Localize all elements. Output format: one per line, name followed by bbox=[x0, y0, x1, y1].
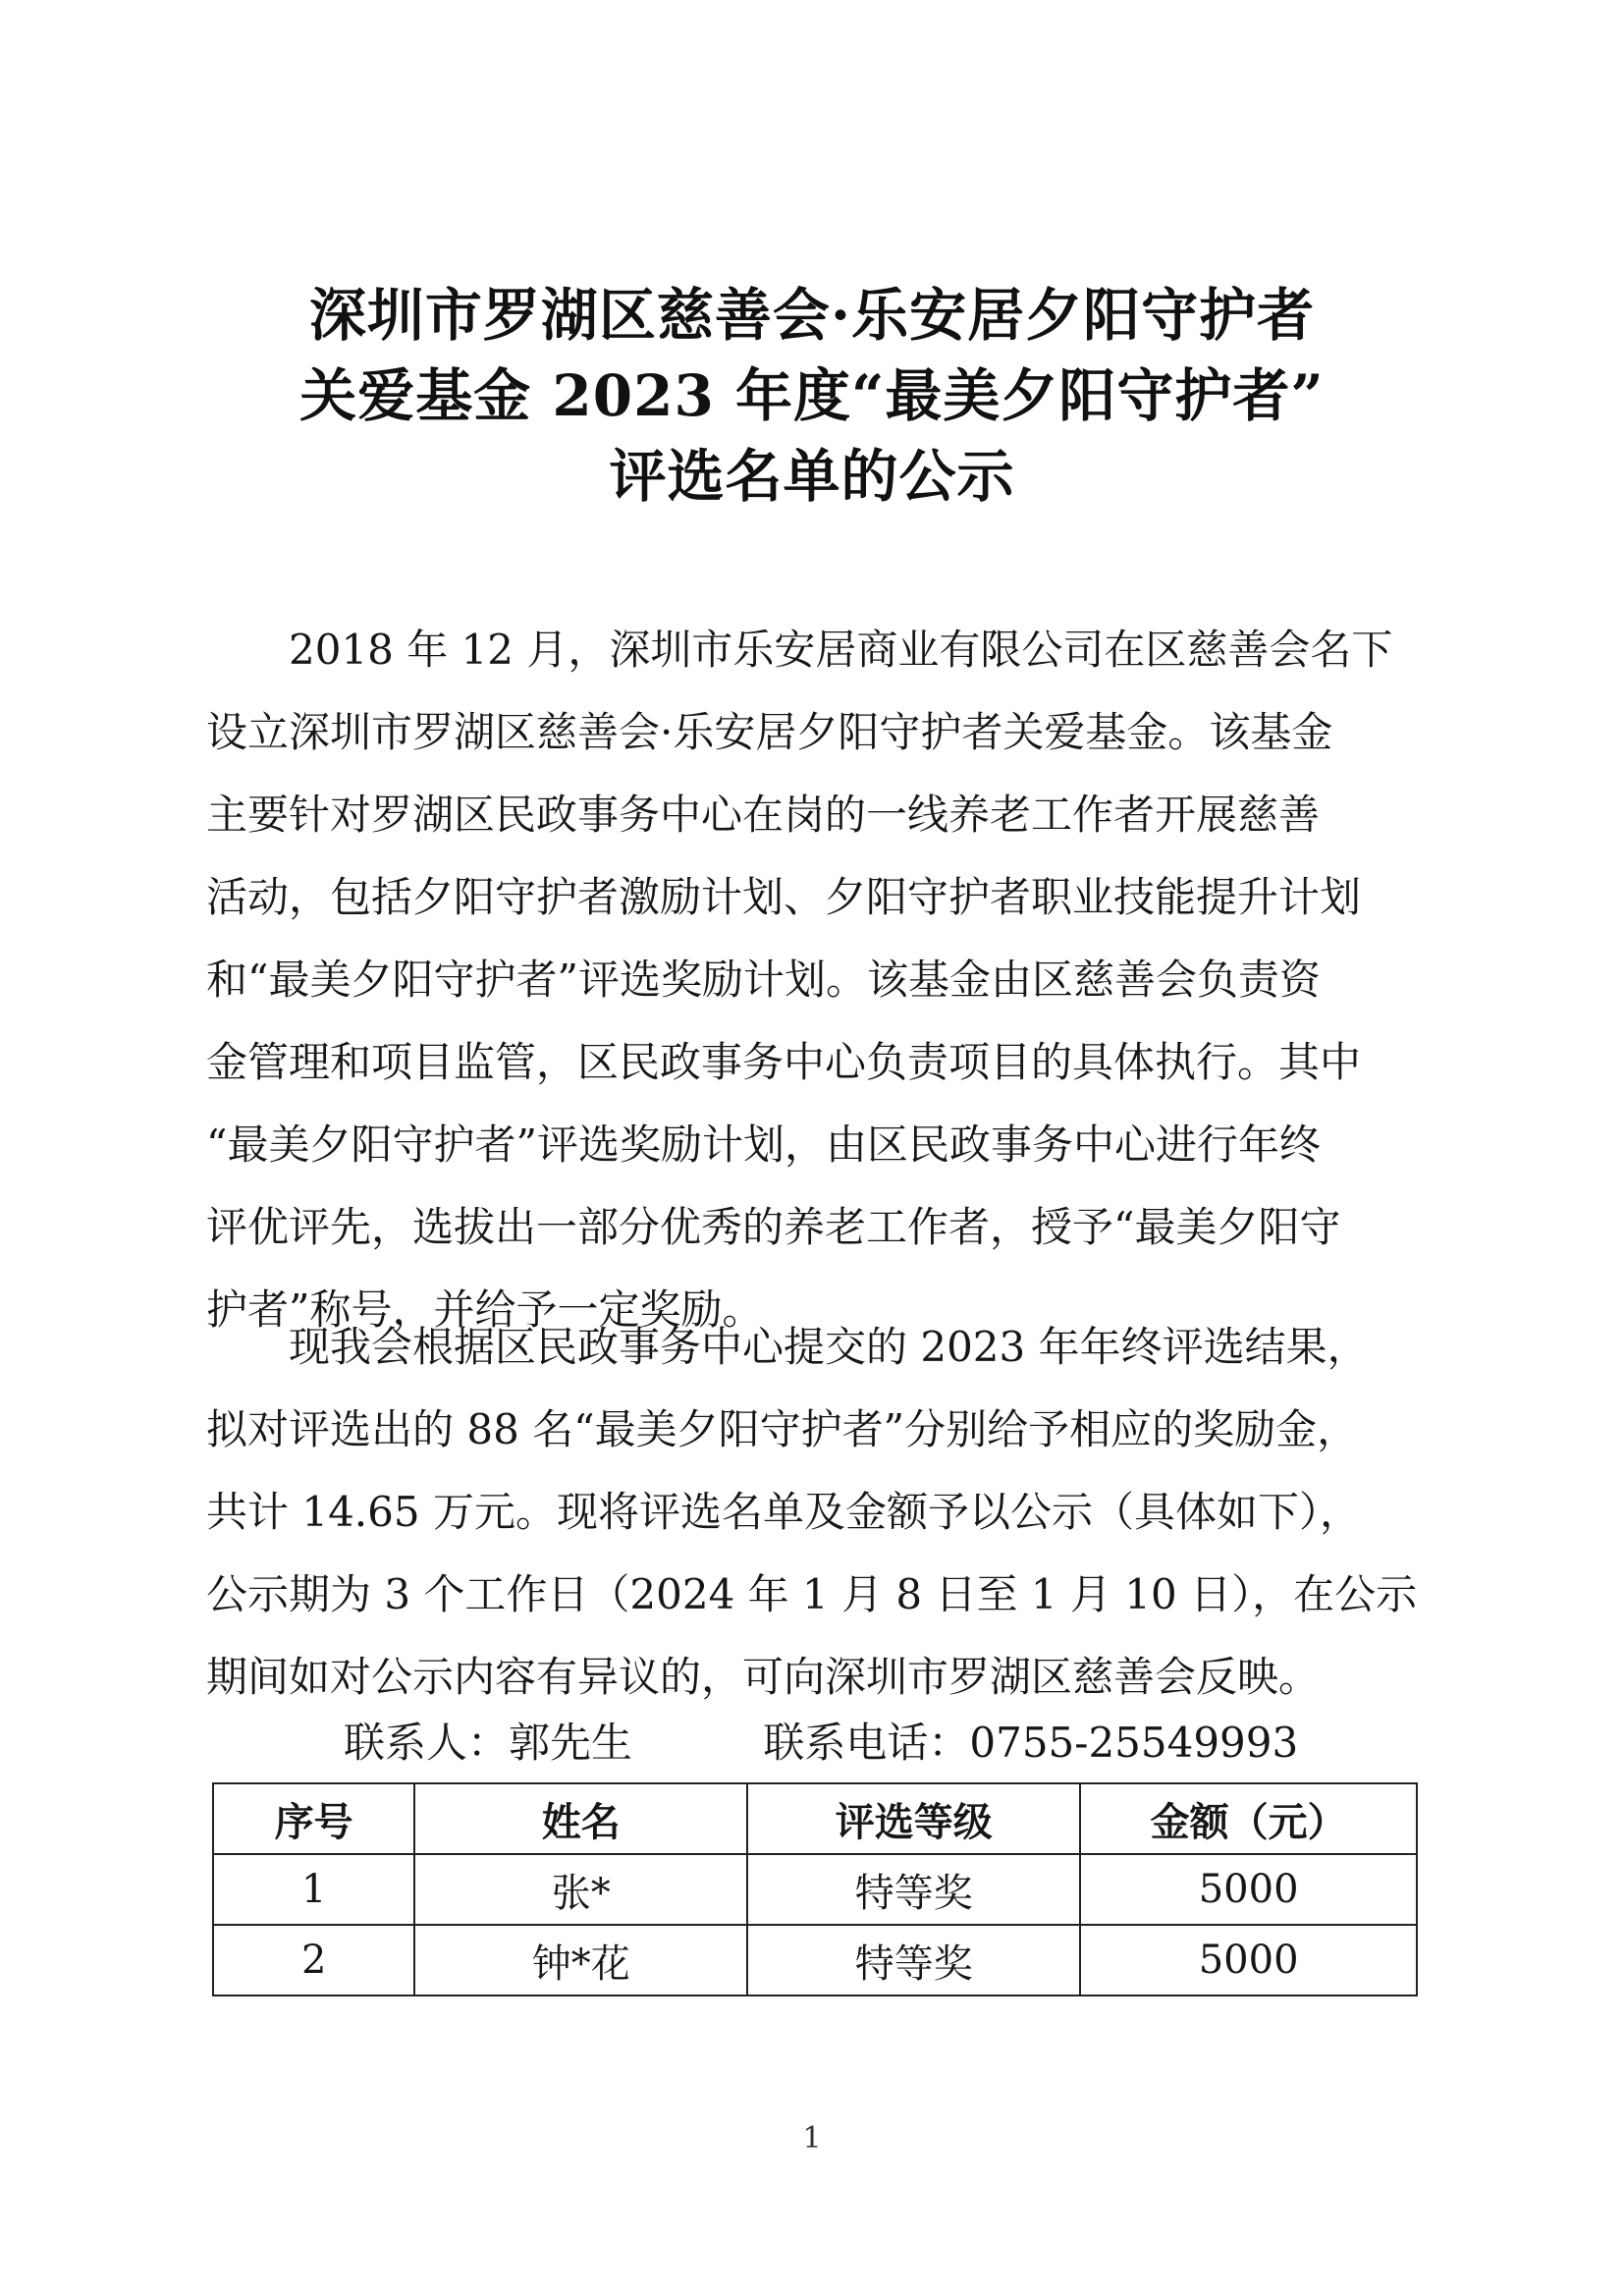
paragraph-line: 现我会根据区民政事务中心提交的 2023 年年终评选结果， bbox=[289, 1323, 1369, 1371]
paragraph-line: 主要针对罗湖区民政事务中心在岗的一线养老工作者开展慈善 bbox=[206, 791, 1321, 839]
cell-amount: 5000 bbox=[1080, 1854, 1417, 1925]
award-table bbox=[212, 1782, 1418, 1996]
paragraph-line: 共计 14.65 万元。现将评选名单及金额予以公示（具体如下）， bbox=[206, 1488, 1361, 1536]
contact-person: 联系人：郭先生 bbox=[344, 1719, 633, 1767]
paragraph-line: 期间如对公示内容有异议的，可向深圳市罗湖区慈善会反映。 bbox=[206, 1653, 1321, 1701]
header-name: 姓名 bbox=[414, 1783, 747, 1854]
title-line-3: 评选名单的公示 bbox=[609, 443, 1015, 510]
table-row bbox=[213, 1925, 1417, 1995]
cell-level: 特等奖 bbox=[747, 1925, 1080, 1995]
paragraph-line: 护者”称号，并给予一定奖励。 bbox=[206, 1285, 764, 1334]
paragraph-line: “最美夕阳守护者”评选奖励计划，由区民政事务中心进行年终 bbox=[206, 1121, 1321, 1169]
cell-index: 2 bbox=[213, 1925, 414, 1995]
paragraph-announcement bbox=[206, 1306, 1424, 1719]
cell-level: 特等奖 bbox=[747, 1854, 1080, 1925]
table-header-row bbox=[213, 1783, 1417, 1854]
paragraph-line: 和“最美夕阳守护者”评选奖励计划。该基金由区慈善会负责资 bbox=[206, 956, 1321, 1004]
paragraph-line: 公示期为 3 个工作日（2024 年 1 月 8 日至 1 月 10 日），在公示 bbox=[206, 1570, 1418, 1618]
header-level: 评选等级 bbox=[747, 1783, 1080, 1854]
paragraph-line: 2018 年 12 月，深圳市乐安居商业有限公司在区慈善会名下 bbox=[289, 626, 1393, 674]
paragraph-line: 拟对评选出的 88 名“最美夕阳守护者”分别给予相应的奖励金， bbox=[206, 1405, 1359, 1453]
contact-phone: 联系电话：0755-25549993 bbox=[763, 1719, 1299, 1767]
header-index: 序号 bbox=[213, 1783, 414, 1854]
cell-name: 张* bbox=[414, 1854, 747, 1925]
cell-amount: 5000 bbox=[1080, 1925, 1417, 1995]
cell-index: 1 bbox=[213, 1854, 414, 1925]
title-line-2: 关爱基金 2023 年度“最美夕阳守护者” bbox=[299, 362, 1325, 429]
paragraph-line: 金管理和项目监管，区民政事务中心负责项目的具体执行。其中 bbox=[206, 1038, 1362, 1086]
table-row bbox=[213, 1854, 1417, 1925]
document-title bbox=[196, 275, 1428, 517]
paragraph-line: 设立深圳市罗湖区慈善会·乐安居夕阳守护者关爱基金。该基金 bbox=[206, 708, 1333, 756]
paragraph-line: 活动，包括夕阳守护者激励计划、夕阳守护者职业技能提升计划 bbox=[206, 873, 1362, 921]
paragraph-line: 评优评先，选拔出一部分优秀的养老工作者，授予“最美夕阳守 bbox=[206, 1203, 1341, 1251]
cell-name: 钟*花 bbox=[414, 1925, 747, 1995]
page-number: 1 bbox=[802, 2121, 822, 2156]
title-line-1: 深圳市罗湖区慈善会·乐安居夕阳守护者 bbox=[308, 282, 1316, 349]
contact-line bbox=[344, 1714, 1298, 1773]
header-amount: 金额（元） bbox=[1080, 1783, 1417, 1854]
paragraph-intro bbox=[206, 609, 1424, 1351]
